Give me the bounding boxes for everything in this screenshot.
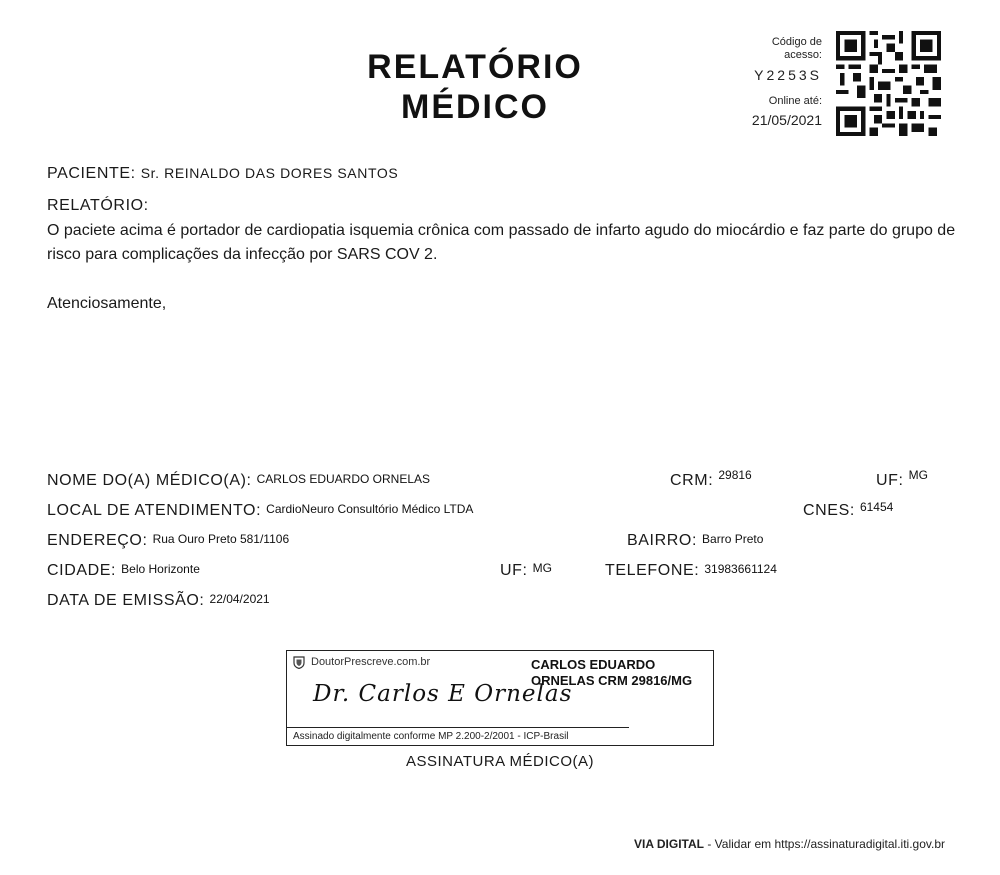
- doctor-uf-value: MG: [908, 468, 928, 482]
- footer: [634, 837, 945, 851]
- city-label: CIDADE:: [47, 562, 117, 579]
- footer-strong: VIA DIGITAL: [634, 837, 704, 851]
- report-body: O paciete acima é portador de cardiopatia isquemia crônica com passado de infarto agudo do miocárdio e faz parte do grupo de risco para complicações da infecção por SARS COV 2.: [47, 222, 956, 263]
- signer-name: CARLOS EDUARDO ORNELAS CRM 29816/MG: [531, 657, 693, 688]
- issue-date-label: DATA DE EMISSÃO:: [47, 592, 205, 609]
- shield-icon: [293, 656, 305, 669]
- city-uf-label: UF:: [500, 562, 528, 579]
- certification-text: Assinado digitalmente conforme MP 2.200-2/2001 - ICP-Brasil: [293, 731, 569, 742]
- issue-date-row: [47, 592, 270, 610]
- city-uf-value: MG: [532, 561, 552, 575]
- signature-box: [286, 650, 714, 746]
- cnes-value: 61454: [859, 500, 894, 514]
- cnes-row: [803, 502, 893, 520]
- city-row: [47, 562, 200, 580]
- city-value: Belo Horizonte: [121, 562, 200, 576]
- phone-row: [605, 562, 777, 580]
- district-row: [627, 532, 763, 550]
- doctor-name: CARLOS EDUARDO ORNELAS: [256, 472, 431, 486]
- footer-validation-text: - Validar em https://assinaturadigital.iti.gov.br: [704, 837, 945, 851]
- document-title-line2: MÉDICO: [401, 88, 549, 126]
- closing-text: Atenciosamente,: [47, 295, 167, 312]
- access-code-value: Y2253S: [754, 67, 822, 83]
- address-value: Rua Ouro Preto 581/1106: [152, 532, 290, 546]
- address-row: [47, 532, 289, 550]
- document-title-line1: RELATÓRIO: [367, 48, 583, 86]
- phone-value: 31983661124: [704, 562, 777, 576]
- handwritten-signature: Dr. Carlos E Ornelas: [313, 681, 573, 707]
- district-label: BAIRRO:: [627, 532, 697, 549]
- site-name: DoutorPrescreve.com.br: [311, 656, 431, 668]
- signature-divider: [287, 727, 629, 728]
- place-label: LOCAL DE ATENDIMENTO:: [47, 502, 262, 519]
- phone-label: TELEFONE:: [605, 562, 700, 579]
- patient-label: PACIENTE:: [47, 165, 136, 182]
- doctor-uf-label: UF:: [876, 472, 904, 489]
- report-label: RELATÓRIO:: [47, 197, 149, 214]
- crm-label: CRM:: [670, 472, 714, 489]
- city-uf-row: [500, 562, 552, 580]
- online-until-date: 21/05/2021: [751, 112, 822, 128]
- patient-row: [47, 165, 398, 183]
- crm-value: 29816: [718, 468, 752, 482]
- doctor-name-row: [47, 472, 430, 490]
- cnes-label: CNES:: [803, 502, 855, 519]
- doctor-name-label: NOME DO(A) MÉDICO(A):: [47, 472, 252, 489]
- online-until-label: Online até:: [768, 95, 822, 107]
- address-label: ENDEREÇO:: [47, 532, 148, 549]
- crm-row: [670, 468, 752, 490]
- place-value: CardioNeuro Consultório Médico LTDA: [266, 502, 474, 516]
- issue-date-value: 22/04/2021: [209, 592, 270, 606]
- qr-code-icon[interactable]: [836, 31, 941, 136]
- doctor-uf-row: [876, 468, 928, 490]
- patient-name: Sr. REINALDO DAS DORES SANTOS: [140, 165, 399, 181]
- district-value: Barro Preto: [702, 532, 764, 546]
- place-row: [47, 502, 473, 520]
- signature-caption: ASSINATURA MÉDICO(A): [405, 753, 595, 770]
- access-code-label: Código de acesso:: [771, 36, 822, 61]
